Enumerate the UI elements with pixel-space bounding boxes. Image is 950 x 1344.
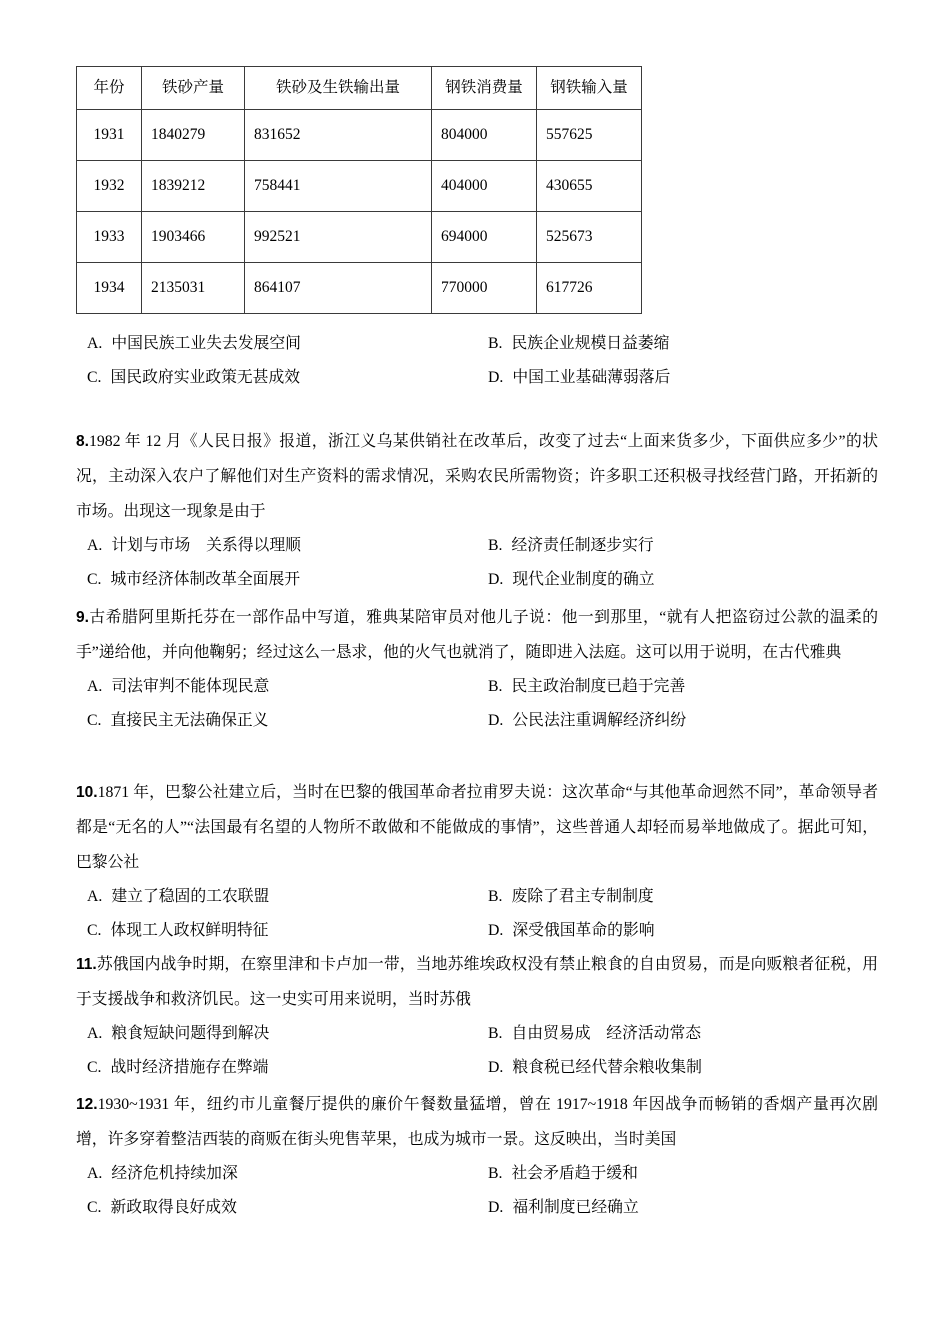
option-row: [76, 1051, 878, 1085]
table-header-cell-col2: 铁砂及生铁输出量: [245, 67, 432, 110]
table-row: [77, 263, 642, 314]
option-letter: B.: [488, 1025, 503, 1042]
table-cell-year: 1932: [77, 161, 142, 212]
table-cell-value: 2135031: [142, 263, 245, 314]
option-letter: C.: [87, 571, 102, 588]
table-header-cell-col4: 钢铁输入量: [537, 67, 642, 110]
option-text: 现代企业制度的确立: [512, 571, 655, 588]
table-row: [77, 161, 642, 212]
option-letter: A.: [87, 537, 103, 554]
table-cell-value: 557625: [537, 110, 642, 161]
option-row: [76, 1017, 878, 1051]
option-letter: C.: [87, 1059, 102, 1076]
table-cell-value: 864107: [245, 263, 432, 314]
option-letter: B.: [488, 678, 503, 695]
option-letter: C.: [87, 712, 102, 729]
option-letter: D.: [488, 1059, 504, 1076]
option-d[interactable]: [488, 914, 655, 948]
table-cell-value: 1839212: [142, 161, 245, 212]
option-row: [76, 327, 878, 361]
question-stem: [76, 947, 878, 1017]
table-header-cell-year: 年份: [77, 67, 142, 110]
option-a[interactable]: [76, 880, 488, 914]
option-b[interactable]: [488, 1157, 638, 1191]
table-header-cell-col1: 铁砂产量: [142, 67, 245, 110]
option-c[interactable]: [76, 361, 488, 395]
option-d[interactable]: [488, 1191, 639, 1225]
option-c[interactable]: [76, 704, 488, 738]
option-letter: B.: [488, 888, 503, 905]
table-cell-year: 1931: [77, 110, 142, 161]
option-letter: B.: [488, 1165, 503, 1182]
options-group: [76, 529, 878, 597]
option-letter: D.: [488, 571, 504, 588]
table-cell-value: 1903466: [142, 212, 245, 263]
option-c[interactable]: [76, 914, 488, 948]
table-header-row: [77, 67, 642, 110]
option-c[interactable]: [76, 1051, 488, 1085]
option-text: 经济危机持续加深: [111, 1165, 238, 1182]
table-cell-value: 804000: [432, 110, 537, 161]
option-b[interactable]: [488, 327, 669, 361]
question-number: 8.: [76, 433, 89, 450]
question-block-12: [76, 1087, 878, 1225]
option-text: 建立了稳固的工农联盟: [111, 888, 270, 905]
question-block-11: [76, 947, 878, 1085]
question-stem: [76, 1087, 878, 1157]
option-text: 公民法注重调解经济纠纷: [512, 712, 687, 729]
option-letter: A.: [87, 888, 103, 905]
option-text: 粮食税已经代替余粮收集制: [512, 1059, 702, 1076]
option-letter: B.: [488, 335, 503, 352]
option-b[interactable]: [488, 1017, 701, 1051]
table-cell-value: 1840279: [142, 110, 245, 161]
option-d[interactable]: [488, 1051, 702, 1085]
option-row: [76, 1157, 878, 1191]
question-block-7-options: [76, 327, 878, 395]
options-group: [76, 327, 878, 395]
question-number: 10.: [76, 784, 98, 801]
option-row: [76, 361, 878, 395]
option-b[interactable]: [488, 529, 654, 563]
question-stem: [76, 775, 878, 880]
table-header-cell-col3: 钢铁消费量: [432, 67, 537, 110]
option-text: 粮食短缺问题得到解决: [111, 1025, 270, 1042]
table-cell-value: 770000: [432, 263, 537, 314]
statistics-table-container: [76, 66, 642, 314]
table-cell-value: 758441: [245, 161, 432, 212]
option-text: 民主政治制度已趋于完善: [511, 678, 686, 695]
option-c[interactable]: [76, 1191, 488, 1225]
option-text: 体现工人政权鲜明特征: [110, 922, 269, 939]
option-letter: D.: [488, 369, 504, 386]
options-group: [76, 670, 878, 738]
option-text: 直接民主无法确保正义: [110, 712, 269, 729]
table-row: [77, 110, 642, 161]
option-a[interactable]: [76, 327, 488, 361]
table-body: [77, 110, 642, 314]
option-a[interactable]: [76, 529, 488, 563]
option-row: [76, 704, 878, 738]
question-stem: [76, 600, 878, 670]
table-cell-value: 694000: [432, 212, 537, 263]
option-row: [76, 670, 878, 704]
table-cell-value: 430655: [537, 161, 642, 212]
option-a[interactable]: [76, 670, 488, 704]
option-row: [76, 1191, 878, 1225]
question-block-10: [76, 775, 878, 948]
option-text: 新政取得良好成效: [110, 1199, 237, 1216]
table-cell-value: 992521: [245, 212, 432, 263]
option-letter: D.: [488, 1199, 504, 1216]
option-row: [76, 914, 878, 948]
option-b[interactable]: [488, 670, 685, 704]
question-stem: [76, 424, 878, 529]
table-cell-value: 831652: [245, 110, 432, 161]
table-cell-value: 404000: [432, 161, 537, 212]
question-stem-text: 苏俄国内战争时期，在察里津和卡卢加一带，当地苏维埃政权没有禁止粮食的自由贸易，而是向贩粮者征税，用于支援战争和救济饥民。这一史实可用来说明，当时苏俄: [76, 956, 878, 1008]
option-a[interactable]: [76, 1017, 488, 1051]
option-text: 社会矛盾趋于缓和: [511, 1165, 638, 1182]
option-text: 废除了君主专制制度: [511, 888, 654, 905]
option-letter: D.: [488, 712, 504, 729]
question-number: 11.: [76, 956, 97, 973]
table-cell-value: 525673: [537, 212, 642, 263]
option-letter: A.: [87, 1025, 103, 1042]
options-group: [76, 1017, 878, 1085]
option-letter: B.: [488, 537, 503, 554]
option-d[interactable]: [488, 704, 686, 738]
option-text: 计划与市场 关系得以理顺: [111, 537, 301, 554]
option-a[interactable]: [76, 1157, 488, 1191]
option-text: 城市经济体制改革全面展开: [110, 571, 301, 588]
question-stem-text: 1982 年 12 月《人民日报》报道，浙江义乌某供销社在改革后，改变了过去“上面来货多少，下面供应多少”的状况，主动深入农户了解他们对生产资料的需求情况，采购农民所需物资；许多职工还积极寻找经营门路，开拓新的市场。出现这一现象是由于: [76, 433, 878, 520]
option-letter: C.: [87, 369, 102, 386]
question-number: 9.: [76, 609, 89, 626]
statistics-table: [76, 66, 642, 314]
option-text: 中国民族工业失去发展空间: [111, 335, 301, 352]
option-d[interactable]: [488, 563, 655, 597]
question-stem-text: 1871 年，巴黎公社建立后，当时在巴黎的俄国革命者拉甫罗夫说：这次革命“与其他革命迥然不同”，革命领导者都是“无名的人”“法国最有名望的人物所不敢做和不能做成的事情”，这些普通人却轻而易举地做成了。据此可知，巴黎公社: [76, 784, 878, 871]
option-text: 民族企业规模日益萎缩: [511, 335, 670, 352]
option-letter: A.: [87, 335, 103, 352]
question-stem-text: 古希腊阿里斯托芬在一部作品中写道，雅典某陪审员对他儿子说：他一到那里，“就有人把盗窃过公款的温柔的手”递给他，并向他鞠躬；经过这么一恳求，他的火气也就消了，随即进入法庭。这可以用于说明，在古代雅典: [76, 609, 878, 661]
option-text: 国民政府实业政策无甚成效: [110, 369, 301, 386]
option-text: 深受俄国革命的影响: [512, 922, 655, 939]
option-text: 福利制度已经确立: [512, 1199, 639, 1216]
table-header: [77, 67, 642, 110]
option-text: 司法审判不能体现民意: [111, 678, 270, 695]
option-text: 战时经济措施存在弊端: [110, 1059, 269, 1076]
options-group: [76, 880, 878, 948]
option-row: [76, 880, 878, 914]
option-d[interactable]: [488, 361, 670, 395]
option-row: [76, 529, 878, 563]
question-number: 12.: [76, 1096, 98, 1113]
option-letter: C.: [87, 1199, 102, 1216]
option-text: 自由贸易成 经济活动常态: [511, 1025, 702, 1042]
options-group: [76, 1157, 878, 1225]
question-block-8: [76, 424, 878, 597]
option-letter: A.: [87, 1165, 103, 1182]
option-text: 中国工业基础薄弱落后: [512, 369, 671, 386]
option-row: [76, 563, 878, 597]
question-stem-text: 1930~1931 年，纽约市儿童餐厅提供的廉价午餐数量猛增，曾在 1917~1918 年因战争而畅销的香烟产量再次剧增，许多穿着整洁西装的商贩在街头兜售苹果，也成为城市一景。这反映出，当时美国: [76, 1096, 878, 1148]
option-letter: D.: [488, 922, 504, 939]
option-letter: A.: [87, 678, 103, 695]
table-cell-value: 617726: [537, 263, 642, 314]
option-b[interactable]: [488, 880, 654, 914]
option-c[interactable]: [76, 563, 488, 597]
question-block-9: [76, 600, 878, 738]
table-cell-year: 1934: [77, 263, 142, 314]
option-letter: C.: [87, 922, 102, 939]
table-cell-year: 1933: [77, 212, 142, 263]
table-row: [77, 212, 642, 263]
option-text: 经济责任制逐步实行: [511, 537, 654, 554]
